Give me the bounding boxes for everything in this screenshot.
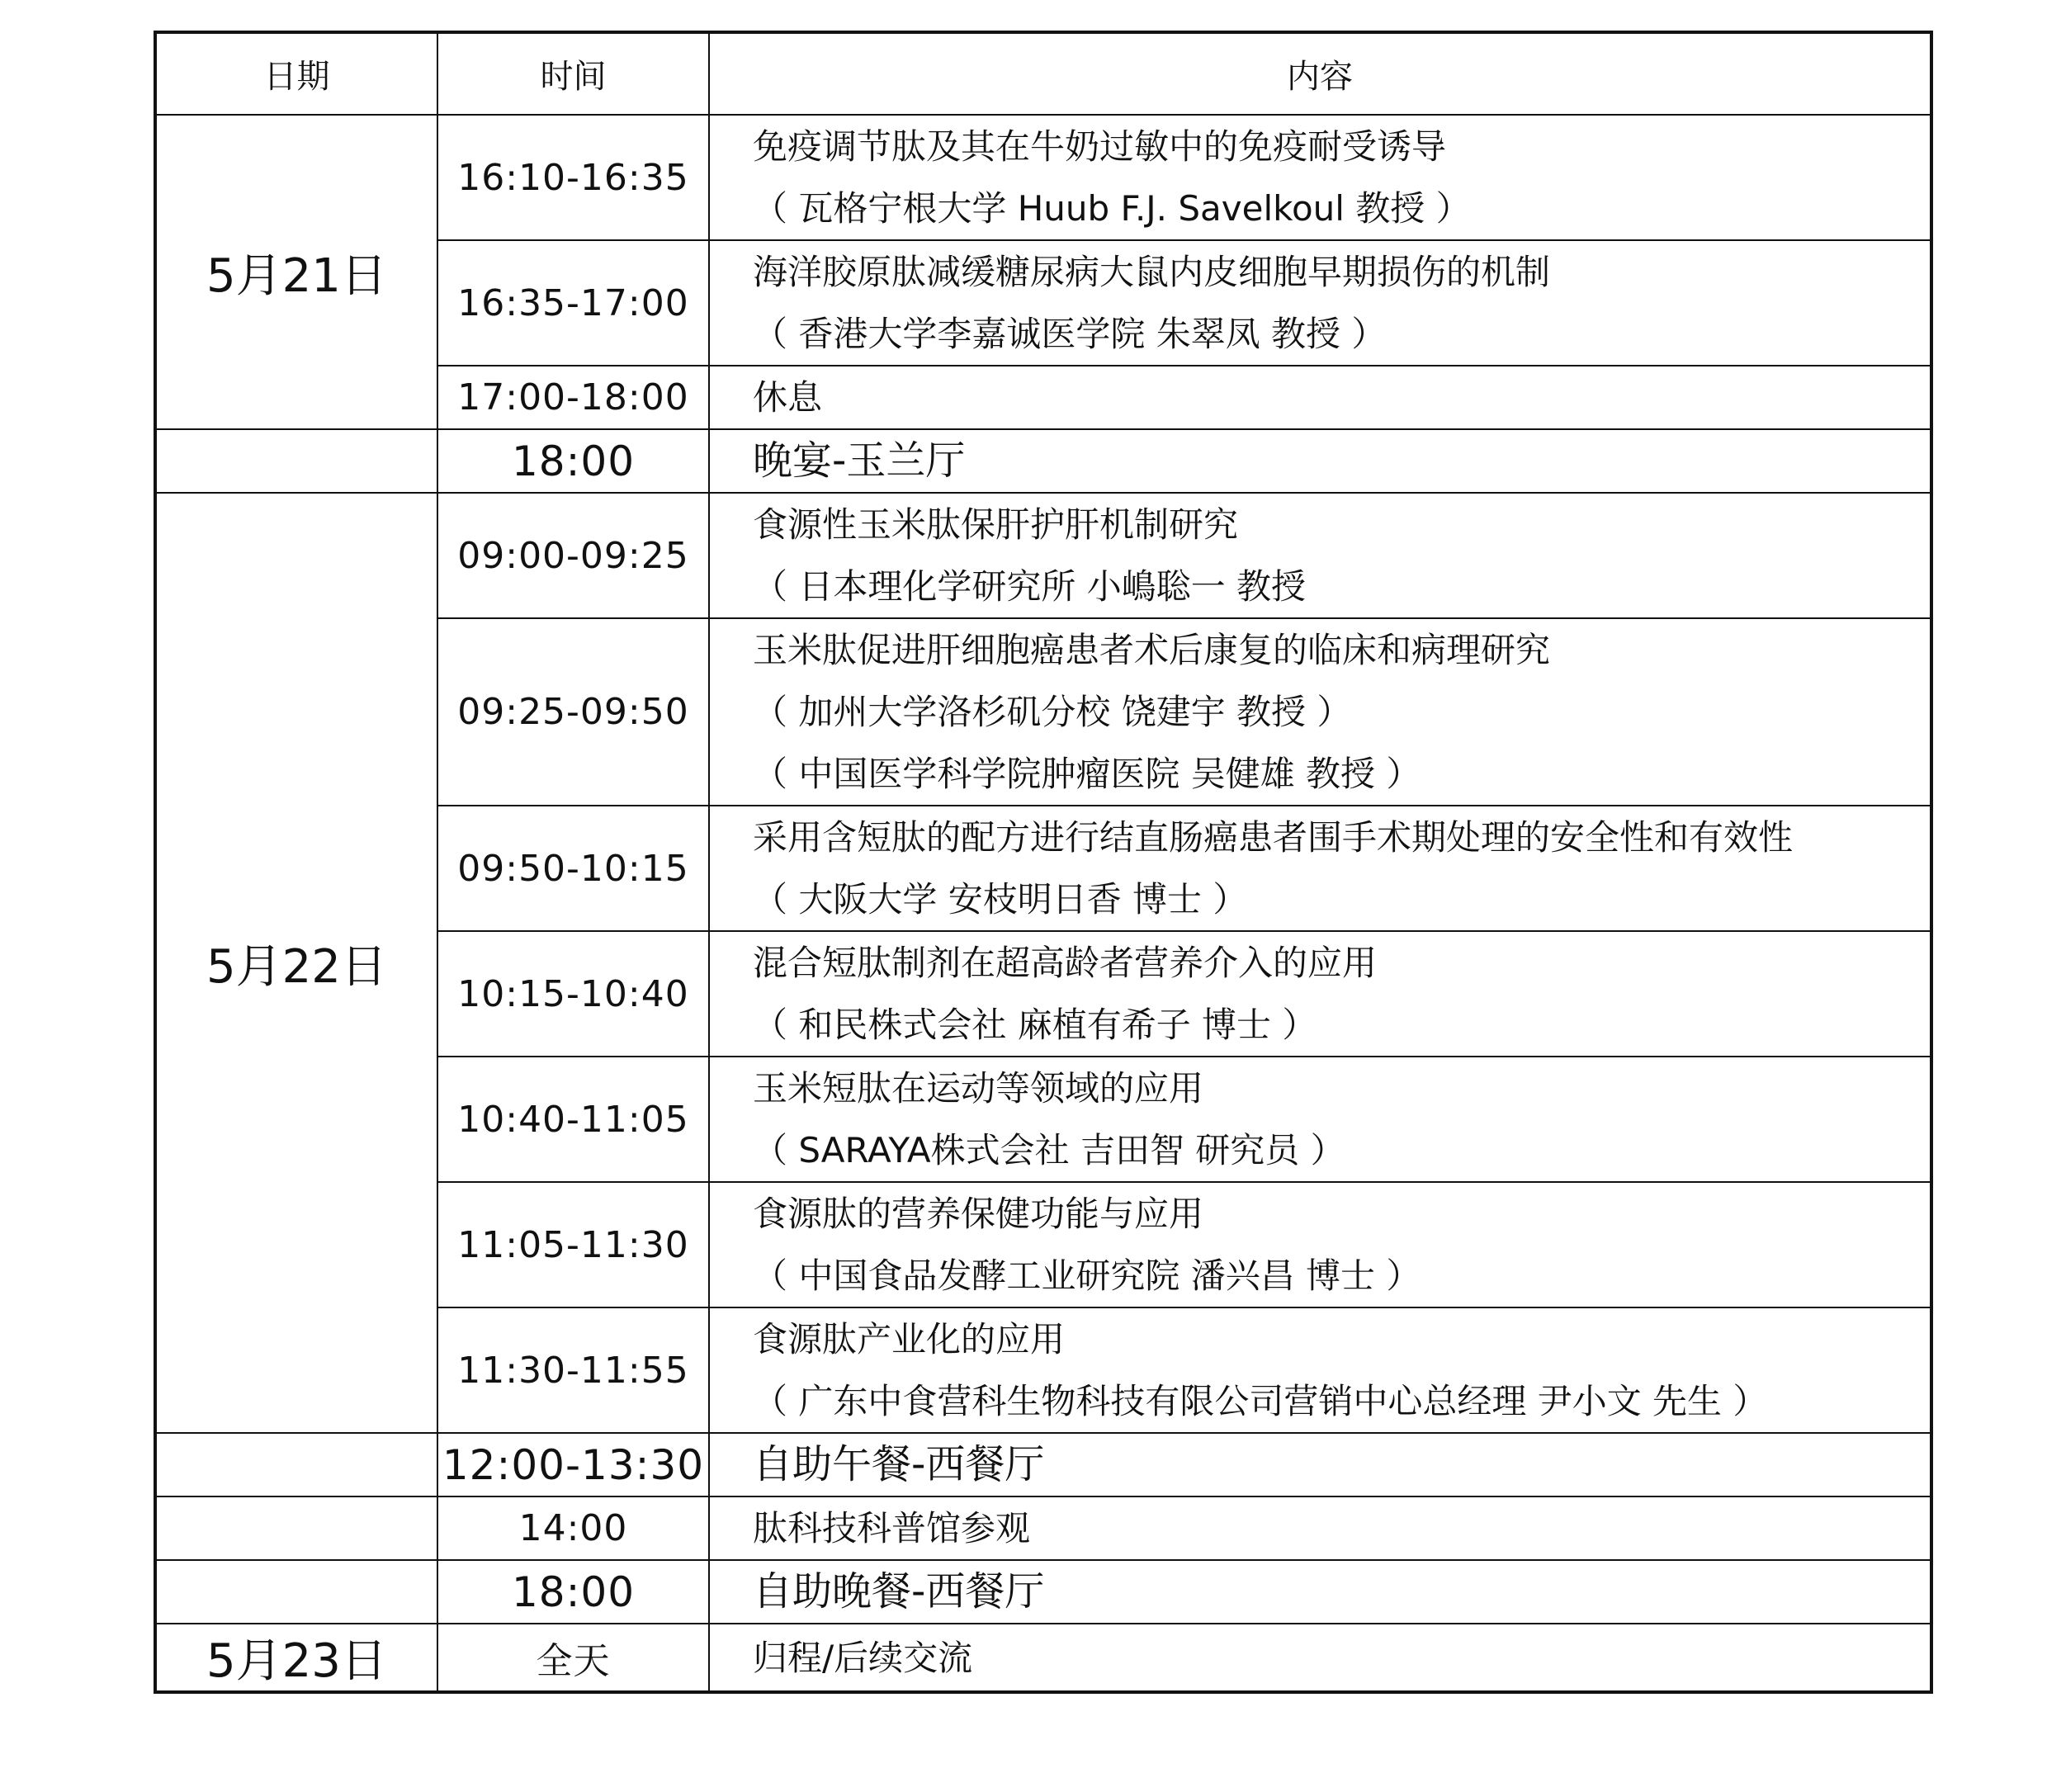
time-cell: 12:00-13:30 xyxy=(437,1433,709,1496)
time-cell: 16:35-17:00 xyxy=(437,240,709,366)
content-cell xyxy=(709,1307,1931,1433)
event-label: 归程/后续交流 xyxy=(753,1637,973,1678)
event-label: 肽科技科普馆参观 xyxy=(753,1508,1031,1548)
header-content: 内容 xyxy=(709,32,1931,115)
content-cell xyxy=(709,115,1931,240)
content-cell xyxy=(709,1496,1931,1560)
content-cell xyxy=(709,1624,1931,1692)
speaker-line: （ 中国食品发酵工业研究院 潘兴昌 博士 ） xyxy=(753,1255,1421,1296)
talk-title: 海洋胶原肽减缓糖尿病大鼠内皮细胞早期损伤的机制 xyxy=(753,252,1551,292)
talk-title: 免疫调节肽及其在牛奶过敏中的免疫耐受诱导 xyxy=(753,126,1447,167)
speaker-line: （ 和民株式会社 麻植有希子 博士 ） xyxy=(753,1005,1317,1045)
content-cell xyxy=(709,366,1931,429)
speaker-line: （ 日本理化学研究所 小嶋聡一 教授 xyxy=(753,566,1307,607)
header-time: 时间 xyxy=(437,32,709,115)
table-header-row xyxy=(155,32,1931,115)
table-row xyxy=(155,429,1931,493)
content-cell xyxy=(709,618,1931,806)
talk-title: 混合短肽制剂在超高龄者营养介入的应用 xyxy=(753,943,1378,983)
talk-title: 玉米肽促进肝细胞癌患者术后康复的临床和病理研究 xyxy=(753,630,1551,670)
time-cell: 11:05-11:30 xyxy=(437,1182,709,1307)
content-cell xyxy=(709,493,1931,618)
schedule-table xyxy=(154,31,1933,1694)
content-cell xyxy=(709,240,1931,366)
content-cell xyxy=(709,806,1931,931)
speaker-line: （ 瓦格宁根大学 Huub F.J. Savelkoul 教授 ） xyxy=(753,188,1471,229)
time-cell: 17:00-18:00 xyxy=(437,366,709,429)
time-cell: 14:00 xyxy=(437,1496,709,1560)
content-cell xyxy=(709,1182,1931,1307)
time-cell: 09:00-09:25 xyxy=(437,493,709,618)
date-cell: 5月21日 xyxy=(155,115,437,429)
time-cell: 11:30-11:55 xyxy=(437,1307,709,1433)
content-cell xyxy=(709,429,1931,493)
speaker-line: （ 加州大学洛杉矶分校 饶建宇 教授 ） xyxy=(753,692,1352,732)
date-cell xyxy=(155,1496,437,1560)
talk-title: 食源性玉米肽保肝护肝机制研究 xyxy=(753,504,1239,545)
speaker-line: （ 中国医学科学院肿瘤医院 吴健雄 教授 ） xyxy=(753,754,1421,794)
time-cell: 10:15-10:40 xyxy=(437,931,709,1057)
table-row xyxy=(155,115,1931,240)
time-cell: 18:00 xyxy=(437,429,709,493)
time-cell: 09:25-09:50 xyxy=(437,618,709,806)
time-cell: 10:40-11:05 xyxy=(437,1057,709,1182)
header-date: 日期 xyxy=(155,32,437,115)
event-label: 晚宴-玉兰厅 xyxy=(753,437,966,484)
table-row xyxy=(155,1560,1931,1624)
table-row xyxy=(155,1624,1931,1692)
time-cell: 16:10-16:35 xyxy=(437,115,709,240)
talk-title: 采用含短肽的配方进行结直肠癌患者围手术期处理的安全性和有效性 xyxy=(753,817,1794,858)
table-row xyxy=(155,1496,1931,1560)
date-cell xyxy=(155,1433,437,1496)
date-cell: 5月23日 xyxy=(155,1624,437,1692)
date-cell xyxy=(155,1560,437,1624)
date-cell: 5月22日 xyxy=(155,493,437,1433)
event-label: 自助晚餐-西餐厅 xyxy=(753,1568,1045,1615)
table-row xyxy=(155,493,1931,618)
content-cell xyxy=(709,1057,1931,1182)
content-cell xyxy=(709,1560,1931,1624)
table-row xyxy=(155,1433,1931,1496)
time-cell: 09:50-10:15 xyxy=(437,806,709,931)
talk-title: 玉米短肽在运动等领域的应用 xyxy=(753,1068,1204,1109)
content-cell xyxy=(709,1433,1931,1496)
event-label: 休息 xyxy=(753,377,823,418)
event-label: 自助午餐-西餐厅 xyxy=(753,1441,1045,1487)
speaker-line: （ SARAYA株式会社 吉田智 研究员 ） xyxy=(753,1130,1345,1170)
speaker-line: （ 广东中食营科生物科技有限公司营销中心总经理 尹小文 先生 ） xyxy=(753,1381,1768,1421)
speaker-line: （ 大阪大学 安枝明日香 博士 ） xyxy=(753,879,1248,920)
time-cell: 全天 xyxy=(437,1624,709,1692)
talk-title: 食源肽产业化的应用 xyxy=(753,1319,1066,1359)
time-cell: 18:00 xyxy=(437,1560,709,1624)
talk-title: 食源肽的营养保健功能与应用 xyxy=(753,1194,1204,1234)
speaker-line: （ 香港大学李嘉诚医学院 朱翠凤 教授 ） xyxy=(753,314,1387,354)
date-cell xyxy=(155,429,437,493)
content-cell xyxy=(709,931,1931,1057)
